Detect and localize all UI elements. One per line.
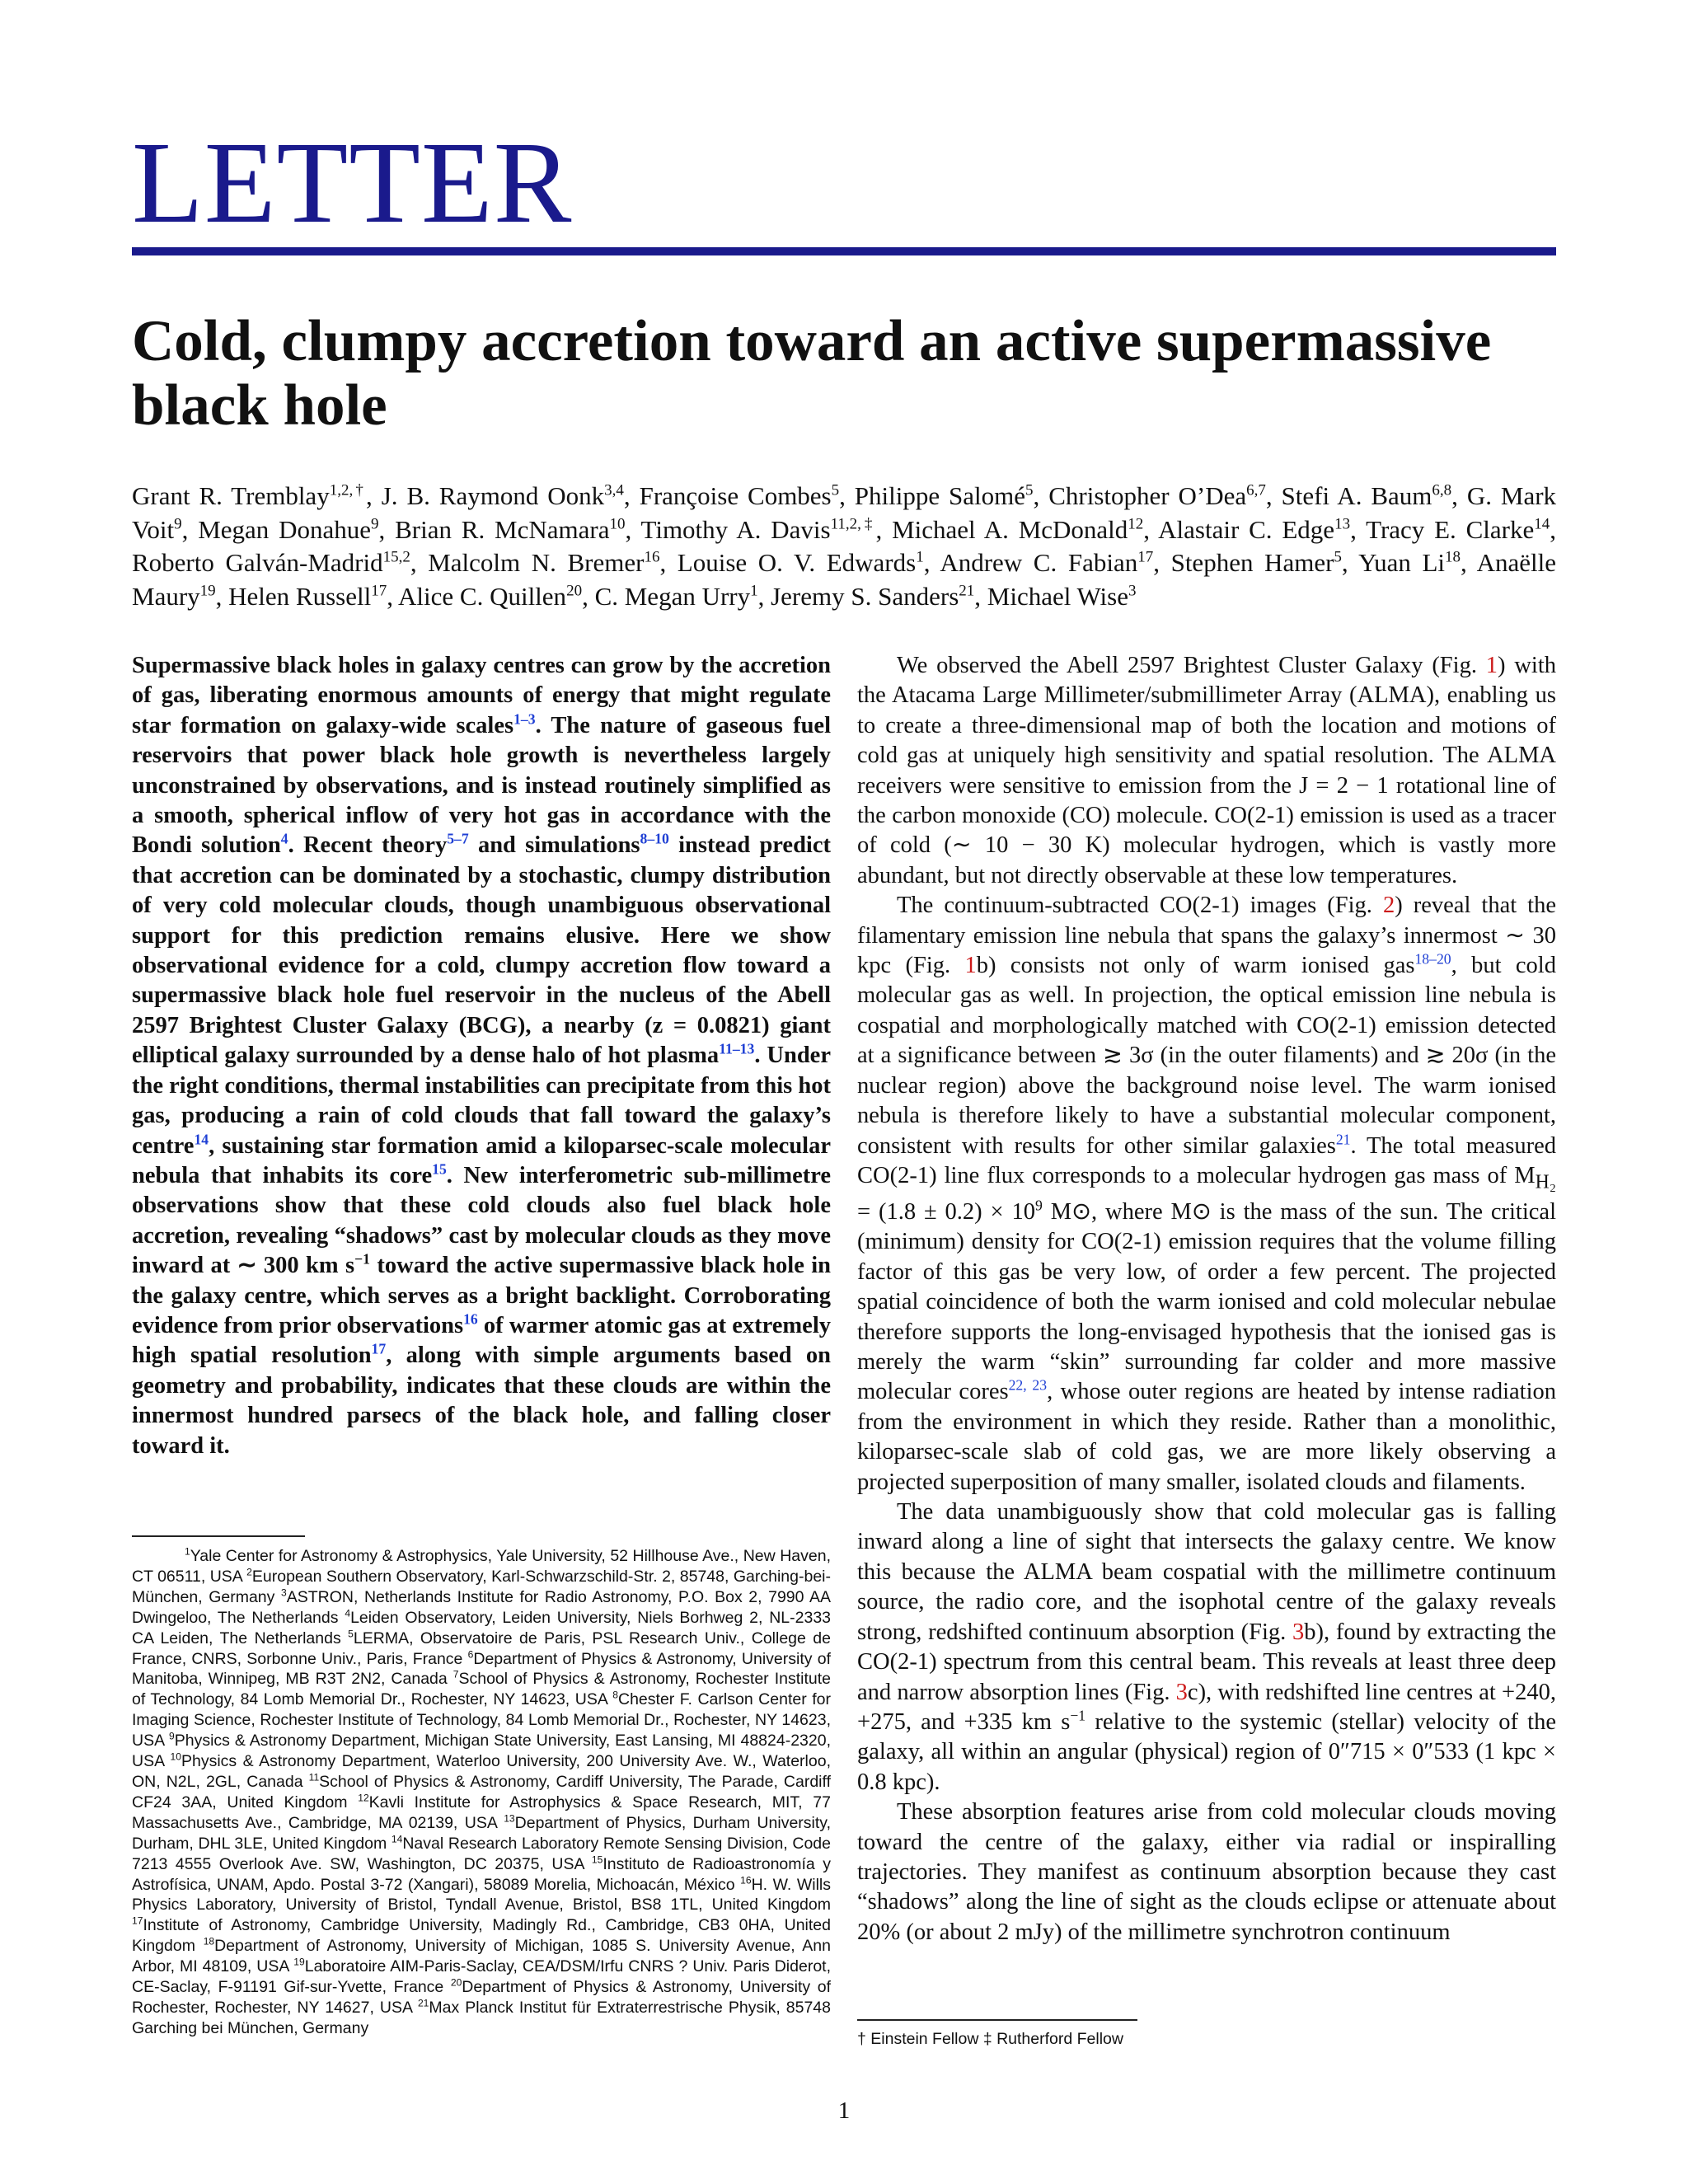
affiliation-text: Kavli Institute for Astrophysics & Space Research, MIT, 77 Massachusetts Ave., Cambridge, MA 02139, USA	[132, 1793, 831, 1832]
body-paragraph: These absorption features arise from cold molecular clouds moving toward the centre of the galaxy, either via radial or inspiralling trajectories. They manifest as continuum absorption because they cast “shadows” along the line of sight as the clouds eclipse or attenuate about 20% (or about 2 mJy) of the millimetre synchrotron continuum	[857, 1799, 1556, 1945]
author-affiliation-marker: 3,4	[604, 481, 624, 499]
affiliation-number: 12	[358, 1792, 369, 1804]
footnote-rule	[132, 1535, 305, 1537]
author-name: G. Mark Voit	[132, 481, 1557, 544]
author	[640, 481, 840, 510]
affiliation-text: School of Physics & Astronomy, Cardiff University, The Parade, Cardiff CF24 3AA, United Kingdom	[132, 1772, 831, 1811]
author-name: Alice C. Quillen	[398, 581, 567, 611]
affiliation-text: Department of Astronomy, University of Michigan, 1085 S. University Avenue, Ann Arbor, MI 48109, USA	[132, 1937, 831, 1976]
author-affiliation-marker: 19	[199, 582, 216, 600]
author-affiliation-marker: 10	[609, 515, 626, 533]
author	[678, 548, 924, 577]
author	[987, 582, 1137, 611]
author-affiliation-marker: 3	[1128, 582, 1137, 600]
author-name: Malcolm N. Bremer	[428, 548, 645, 577]
author-affiliation-marker: 14	[1534, 515, 1550, 533]
author-affiliation-marker: 12	[1128, 515, 1144, 533]
affiliation-number: 7	[452, 1668, 459, 1680]
affiliation-number: 9	[169, 1730, 175, 1742]
author-name: Michael Wise	[987, 581, 1128, 611]
author-affiliation-marker: 6,7	[1246, 481, 1266, 499]
author-affiliation-marker: 5	[1025, 481, 1034, 499]
figure-link[interactable]: 3	[1175, 1679, 1188, 1705]
author-name: Yuan Li	[1358, 548, 1445, 577]
affiliations-footnote	[132, 1546, 831, 2039]
affiliation-number: 4	[345, 1607, 351, 1619]
author-name: Françoise Combes	[639, 481, 832, 510]
author-name: Anaëlle Maury	[132, 548, 1557, 611]
affiliation-number: 11	[308, 1771, 320, 1783]
author-list: Grant R. Tremblay$^{1,2,\dagger}$, J. B. Raymond Oonk$^{3,4}$, Françoise Combes$^5$, Philippe Salomé$^5$, Christopher O’Dea$^{6,7}$, Stefi A. Baum$^{6,8}$, G. Mark Voit$^9$, Megan Donahue$^9$, Brian R. McNamara$^{10}$, Timothy A. Davis$^{11,2,\ddagger}$, Michael A. McDonald$^{12}$, Alastair C. Edge$^{13}$, Tracy E. Clarke$^{14}$, Roberto Galván-Madrid$^{15,2}$, Malcolm N. Bremer$^{16}$, Louise O. V. Edwards$^1$, Andrew C. Fabian$^{17}$, Stephen Hamer$^5$, Yuan Li$^{18}$, Anaëlle Maury$^{19}$, Helen Russell$^{17}$, Alice C. Quillen$^{20}$, C. Megan Urry$^1$, Jeremy S. Sanders$^{21}$, Michael Wise$^3$	[132, 481, 1557, 611]
body-column	[857, 651, 1556, 1947]
author	[1048, 481, 1266, 510]
figure-link[interactable]: 1	[964, 953, 977, 979]
affiliation-text: ASTRON, Netherlands Institute for Radio Astronomy, P.O. Box 2, 7990 AA Dwingeloo, The Netherlands	[132, 1587, 831, 1627]
affiliation-text: LERMA, Observatoire de Paris, PSL Research Univ., College de France, CNRS, Sorbonne Univ., Paris, France	[132, 1629, 832, 1668]
author-name: Alastair C. Edge	[1158, 514, 1335, 544]
affiliation-text: Physics & Astronomy Department, Michigan State University, East Lansing, MI 48824-2320, USA	[132, 1732, 831, 1771]
affiliation-number: 15	[591, 1854, 603, 1866]
author	[132, 548, 410, 577]
author	[398, 582, 582, 611]
author-name: Roberto Galván-Madrid	[132, 548, 383, 577]
author-name: Helen Russell	[228, 581, 372, 611]
affiliation-number: 16	[740, 1874, 752, 1886]
citation-link[interactable]: 11–13	[719, 1040, 755, 1057]
affiliation-number: 10	[170, 1750, 181, 1763]
paper-title: Cold, clumpy accretion toward an active supermassive black hole	[132, 309, 1492, 438]
affiliation-text: European Southern Observatory, Karl-Schwarzschild-Str. 2, 85748, Garching-bei-München, Germany	[132, 1567, 831, 1606]
citation-link[interactable]: 14	[194, 1131, 209, 1147]
author	[1171, 548, 1342, 577]
affiliations-paragraph	[132, 1546, 831, 2039]
affiliation-text: Department of Physics & Astronomy, University of Rochester, Rochester, NY 14627, USA	[132, 1978, 831, 2017]
author-name: Stephen Hamer	[1170, 548, 1334, 577]
figure-link[interactable]: 2	[1382, 893, 1395, 919]
affiliation-number: 3	[280, 1586, 287, 1599]
citation-link[interactable]: 18–20	[1414, 950, 1451, 968]
affiliation-number: 2	[246, 1566, 252, 1578]
affiliation-text: Chester F. Carlson Center for Imaging Science, Rochester Institute of Technology, 84 Lomb Memorial Dr., Rochester, NY 14623, USA	[132, 1690, 831, 1750]
affiliation-number: 5	[348, 1628, 354, 1640]
affiliation-number: 6	[467, 1648, 474, 1661]
page-number: 1	[837, 2097, 851, 2124]
affiliation-number: 20	[450, 1976, 462, 1989]
affiliation-text: Department of Physics & Astronomy, University of Manitoba, Winnipeg, MB R3T 2N2, Canada	[132, 1649, 831, 1689]
affiliation-text: Department of Physics, Durham University, Durham, DHL 3LE, United Kingdom	[132, 1813, 832, 1853]
body-paragraph: We observed the Abell 2597 Brightest Cluster Galaxy (Fig. 1) with the Atacama Large Millimeter/submillimeter Array (ALMA), enabling us to create a three-dimensional map of both the location and motions of cold gas at uniquely high sensitivity and spatial resolution. The ALMA receivers were sensitive to emission from the J = 2 − 1 rotational line of the carbon monoxide (CO) molecule. CO(2-1) emission is used as a tracer of cold (∼ 10 − 30 K) molecular hydrogen, which is vastly more abundant, but not directly observable at these low temperatures.	[857, 653, 1557, 888]
author	[640, 515, 875, 544]
abstract-column	[132, 651, 831, 1461]
citation-link[interactable]: 8–10	[640, 830, 669, 847]
citation-link[interactable]: 22, 23	[1008, 1376, 1048, 1394]
affiliation-number: 18	[203, 1935, 215, 1947]
author-affiliation-marker: 1	[916, 548, 924, 566]
fellowship-footnote: † Einstein Fellow ‡ Rutherford Fellow	[857, 2030, 1123, 2048]
author-name: Andrew C. Fabian	[940, 548, 1138, 577]
figure-link[interactable]: 3	[1292, 1619, 1305, 1645]
author-affiliation-marker: 1,2,†	[329, 481, 367, 499]
author	[1158, 515, 1350, 544]
author-name: Grant R. Tremblay	[132, 481, 330, 510]
author	[395, 515, 625, 544]
citation-link[interactable]: 1–3	[513, 710, 536, 728]
affiliation-text: Leiden Observatory, Leiden University, Niels Borhweg 2, NL-2333 CA Leiden, The Netherlands	[132, 1608, 832, 1647]
abstract-paragraph: Supermassive black holes in galaxy centres can grow by the accretion of gas, liberating enormous amounts of energy that might regulate star formation on galaxy-wide scales$^{1-3}$. The nature of gaseous fuel reservoirs that power black hole growth is nevertheless largely unconstrained by observations, and is instead routinely simplified as a smooth, spherical inflow of very hot gas in accordance with the Bondi solution$^4$. Recent theory$^{5-7}$ and simulations$^{8-10}$ instead predict that accretion can be dominated by a stochastic, clumpy distribution of very cold molecular clouds, though unambiguous observational support for this prediction remains elusive. Here we show observational evidence for a cold, clumpy accretion flow toward a supermassive black hole fuel reservoir in the nucleus of the Abell 2597 Brightest Cluster Galaxy (BCG), a nearby (z = 0.0821) giant elliptical galaxy surrounded by a dense halo of hot plasma$^{11-13}$. Under the right conditions, thermal instabilities can precipitate from this hot gas, producing a rain of cold clouds that fall toward the galaxy’s centre$^{14}$, sustaining star formation amid a kiloparsec-scale molecular nebula that inhabits its core$^{15}$. New interferometric sub-millimetre observations show that these cold clouds also fuel black hole accretion, revealing “shadows” cast by molecular clouds as they move inward at ∼ 300 km $s^{-1}$ toward the active supermassive black hole in the galaxy centre, which serves as a bright backlight. Corroborating evidence from prior observations$^{16}$ of warmer atomic gas at extremely high spatial resolution$^{17}$, along with simple arguments based on geometry and probability, indicates that these clouds are within the innermost hundred parsecs of the black hole, and falling closer toward it.	[132, 653, 831, 1459]
author-affiliation-marker: 18	[1445, 548, 1461, 566]
author-affiliation-marker: 1	[750, 582, 758, 600]
author-name: J. B. Raymond Oonk	[381, 481, 605, 510]
affiliation-number: 19	[293, 1956, 305, 1968]
author	[1366, 515, 1550, 544]
author	[228, 582, 387, 611]
author-affiliation-marker: 9	[371, 515, 379, 533]
author	[1358, 548, 1461, 577]
author	[428, 548, 659, 577]
affiliation-number: 17	[132, 1915, 143, 1927]
author-affiliation-marker: 11,2,‡	[830, 515, 876, 533]
body-paragraph: The continuum-subtracted CO(2-1) images (Fig. 2) reveal that the filamentary emission line nebula that spans the galaxy’s innermost ∼ 30 kpc (Fig. 1b) consists not only of warm ionised gas$^{18-20}$, but cold molecular gas as well. In projection, the optical emission line nebula is cospatial and morphologically matched with CO(2-1) emission detected at a significance between ≳ 3σ (in the outer filaments) and ≳ 20σ (in the nuclear region) above the background noise level. The warm ionised nebula is therefore likely to have a substantial molecular component, consistent with results for other similar galaxies$^{21}$. The total measured CO(2-1) line flux corresponds to a molecular hydrogen gas mass of $M_{H_2} = (1.8 \pm 0.2) \times 10^9$ M⊙, where M⊙ is the mass of the sun. The critical (minimum) density for CO(2-1) emission requires that the volume filling factor of this gas be very low, of order a few percent. The projected spatial coincidence of both the warm ionised and cold molecular nebulae therefore supports the long-envisaged hypothesis that the ionised gas is merely the warm “skin” surrounding far colder and more massive molecular cores$^{22, 23}$, whose outer regions are heated by intense radiation from the environment in which they reside. Rather than a monolithic, kiloparsec-scale slab of cold gas, we are more likely observing a projected superposition of many smaller, isolated clouds and filaments.	[857, 893, 1557, 1495]
affiliation-text: Physics & Astronomy Department, Waterloo University, 200 University Ave. W., Waterloo, ON, N2L, 2GL, Canada	[132, 1752, 831, 1791]
affiliation-number: 8	[612, 1689, 618, 1701]
citation-link[interactable]: 17	[371, 1340, 387, 1357]
citation-link[interactable]: 15	[432, 1160, 447, 1178]
figure-link[interactable]: 1	[1485, 653, 1498, 678]
author-name: Brian R. McNamara	[395, 514, 610, 544]
author	[940, 548, 1153, 577]
affiliation-text: Instituto de Radioastronomía y Astrofísica, UNAM, Apdo. Postal 3-72 (Xangari), 58089 Morelia, Michoacán, México	[132, 1854, 831, 1894]
author-affiliation-marker: 6,8	[1432, 481, 1452, 499]
section-label: LETTER	[132, 117, 573, 247]
author-affiliation-marker: 17	[1137, 548, 1154, 566]
affiliation-number: 13	[504, 1812, 515, 1825]
citation-link[interactable]: 5–7	[447, 830, 469, 847]
affiliation-text: Institute of Astronomy, Cambridge University, Madingly Rd., Cambridge, CB3 0HA, United Kingdom	[132, 1916, 831, 1956]
citation-link[interactable]: 21	[1335, 1131, 1351, 1147]
affiliation-text: Laboratoire AIM-Paris-Saclay, CEA/DSM/Irfu CNRS ? Univ. Paris Diderot, CE-Saclay, F-91191 Gif-sur-Yvette, France	[132, 1957, 831, 1997]
affiliation-text: Max Planck Institut für Extraterrestrische Physik, 85748 Garching bei München, Germany	[132, 1998, 831, 2037]
author	[595, 582, 758, 611]
author-affiliation-marker: 21	[959, 582, 975, 600]
affiliation-text: Naval Research Laboratory Remote Sensing Division, Code 7213 4555 Overlook Ave. SW, Washington, DC 20375, USA	[132, 1834, 831, 1873]
author	[892, 515, 1143, 544]
author-affiliation-marker: 17	[371, 582, 387, 600]
author-name: Timothy A. Davis	[640, 514, 831, 544]
author	[382, 481, 624, 510]
author	[198, 515, 378, 544]
author-name: Philippe Salomé	[854, 481, 1026, 510]
citation-link[interactable]: 4	[280, 830, 288, 847]
author	[1282, 481, 1452, 510]
author-name: Michael A. McDonald	[892, 514, 1128, 544]
author-affiliation-marker: 15,2	[382, 548, 410, 566]
affiliation-number: 21	[417, 1997, 429, 2009]
affiliation-text: Yale Center for Astronomy & Astrophysics, Yale University, 52 Hillhouse Ave., New Haven, CT 06511, USA	[132, 1547, 831, 1586]
author-affiliation-marker: 5	[1334, 548, 1342, 566]
author-name: Stefi A. Baum	[1281, 481, 1432, 510]
author-affiliation-marker: 16	[644, 548, 660, 566]
author	[855, 481, 1034, 510]
author-affiliation-marker: 20	[566, 582, 583, 600]
header-rule	[132, 247, 1556, 255]
citation-link[interactable]: 16	[463, 1310, 478, 1328]
affiliation-number: 1	[185, 1545, 190, 1558]
author-affiliation-marker: 13	[1334, 515, 1351, 533]
author-name: C. Megan Urry	[594, 581, 751, 611]
author-name: Tracy E. Clarke	[1366, 514, 1535, 544]
affiliation-text: H. W. Wills Physics Laboratory, University of Bristol, Tyndall Avenue, Bristol, BS8 1TL, United Kingdom	[132, 1875, 832, 1915]
author-affiliation-marker: 5	[831, 481, 840, 499]
author-name: Megan Donahue	[198, 514, 372, 544]
author	[771, 582, 974, 611]
author-name: Christopher O’Dea	[1048, 481, 1247, 510]
affiliation-number: 14	[391, 1833, 403, 1845]
footnote-rule	[857, 2019, 1137, 2021]
affiliation-text: School of Physics & Astronomy, Rochester Institute of Technology, 84 Lomb Memorial Dr., Rochester, NY 14623, USA	[132, 1670, 831, 1709]
author	[132, 481, 366, 510]
author-name: Louise O. V. Edwards	[677, 548, 917, 577]
author-affiliation-marker: 9	[174, 515, 182, 533]
body-paragraph: The data unambiguously show that cold molecular gas is falling inward along a line of sight that intersects the galaxy centre. We know this because the ALMA beam cospatial with the millimetre continuum source, the radio core, and the isophotal centre of the galaxy reveals strong, redshifted continuum absorption (Fig. 3b), found by extracting the CO(2-1) spectrum from this central beam. This reveals at least three deep and narrow absorption lines (Fig. 3c), with redshifted line centres at +240, +275, and +335 km $s^{-1}$ relative to the systemic (stellar) velocity of the galaxy, all within an angular (physical) region of 0″715 × 0″533 (1 kpc × 0.8 kpc).	[857, 1499, 1556, 1795]
author-name: Jeremy S. Sanders	[771, 581, 959, 611]
